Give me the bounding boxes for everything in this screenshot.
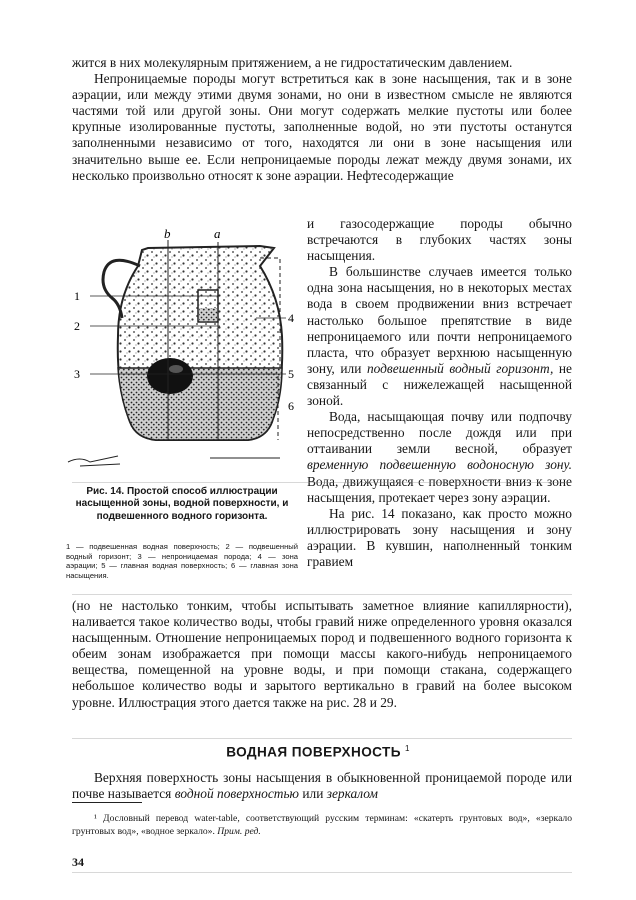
- text-block-right: [307, 216, 572, 570]
- label-2: 2: [74, 319, 80, 333]
- impermeable-mass: [147, 358, 193, 394]
- figure-legend: 1 — подвешенная водная поверхность; 2 — подвешенный водный горизонт; 3 — непроницаемая порода; 4 — зона аэрации; 5 — главная водная поверхность; 6 — главная зона насыщения.: [66, 542, 298, 580]
- label-1: 1: [74, 289, 80, 303]
- page-rule: [72, 738, 572, 739]
- paragraph-oil-gas: и газосодержащие породы обычно встречаются в глубоких частях зоны насыщения.: [307, 216, 572, 264]
- section-title: ВОДНАЯ ПОВЕРХНОСТЬ: [226, 744, 401, 760]
- jug-figure: [60, 226, 300, 474]
- paragraph-water-table: Верхняя поверхность зоны насыщения в обыкновенной проницаемой породе или почве называется водной поверхностью или зеркалом: [72, 770, 572, 802]
- label-6: 6: [288, 399, 294, 413]
- footnote-rule: [72, 802, 142, 803]
- page-number: 34: [72, 855, 84, 869]
- paragraph-impermeable-rocks: Непроницаемые породы могут встретиться как в зоне насыщения, так и в зоне аэрации, или между этими двумя зонами, но они в известном смысле не являются частями той или другой зоны. Они могут содержать мелкие пустоты или более крупные изолированные пустоты, заполненные водой, но эти пустоты останутся заполненными независимо от того, находятся ли они в зоне насыщения или значительно выше ее. Если непроницаемые породы лежат между двумя зонами, их несколько произвольно относят к зоне аэрации. Нефтесодержащие: [72, 71, 572, 183]
- text-block-bottom: [72, 598, 572, 711]
- footnote-mark: 1: [404, 744, 410, 753]
- text-block-top: [72, 55, 572, 184]
- label-5: 5: [288, 367, 294, 381]
- label-b: b: [164, 226, 171, 241]
- label-3: 3: [74, 367, 80, 381]
- text-block-section: [72, 770, 572, 802]
- paragraph-perched: В большинстве случаев имеется только одна зона насыщения, но в некоторых местах вода в своем продвижении вниз встречает настолько большое препятствие в виде непроницаемого или почти непроницаемого пласта, что образует верхнюю насыщенную зону, или подвешенный водный горизонт, не связанный с нижележащей насыщенной зоной.: [307, 264, 572, 409]
- saturated-zone: [118, 368, 282, 440]
- glass-water: [199, 308, 217, 321]
- label-a: a: [214, 226, 221, 241]
- paragraph-fig14-cont: (но не настолько тонким, чтобы испытывать заметное влияние капиллярности), наливается такое количество воды, чтобы гравий ниже определенного уровня оказался насыщенным. Отношение непроницаемых пород и подвешенного водного горизонта к обеим зонам изображается при помощи массы какого-нибудь непроницаемого вещества, помещенной на уровне воды, и при помощи стакана, содержащего небольшое количество воды и зарытого вертикально в гравий на более высоком уровне. Иллюстрация этого дается также на рис. 28 и 29.: [72, 598, 572, 710]
- paragraph-fig14-start: На рис. 14 показано, как просто можно иллюстрировать зону насыщения и зону аэрации. В кувшин, наполненный тонким гравием: [307, 505, 572, 569]
- paragraph-temporary: Вода, насыщающая почву или подпочву непосредственно после дождя или при оттаивании земли весной, образует временную подвешенную водоносную зону. Вода, движущаяся с поверхности вниз к зоне насыщения, протекает через зону аэрации.: [307, 409, 572, 505]
- page-rule: [72, 482, 572, 483]
- section-heading: [0, 744, 636, 760]
- label-4: 4: [288, 311, 294, 325]
- page-rule: [72, 594, 572, 595]
- footnote: ¹ Дословный перевод water-table, соответствующий русским терминам: «скатерть грунтовых вод», «зеркало грунтовых вод», «водное зеркало». Прим. ред.: [72, 813, 572, 837]
- paragraph-continuation: жится в них молекулярным притяжением, а не гидростатическим давлением.: [72, 55, 513, 70]
- page-rule: [72, 872, 572, 873]
- figure-caption: Рис. 14. Простой способ иллюстрации насыщенной зоны, водной поверхности, и подвешенного водного горизонта.: [75, 486, 289, 522]
